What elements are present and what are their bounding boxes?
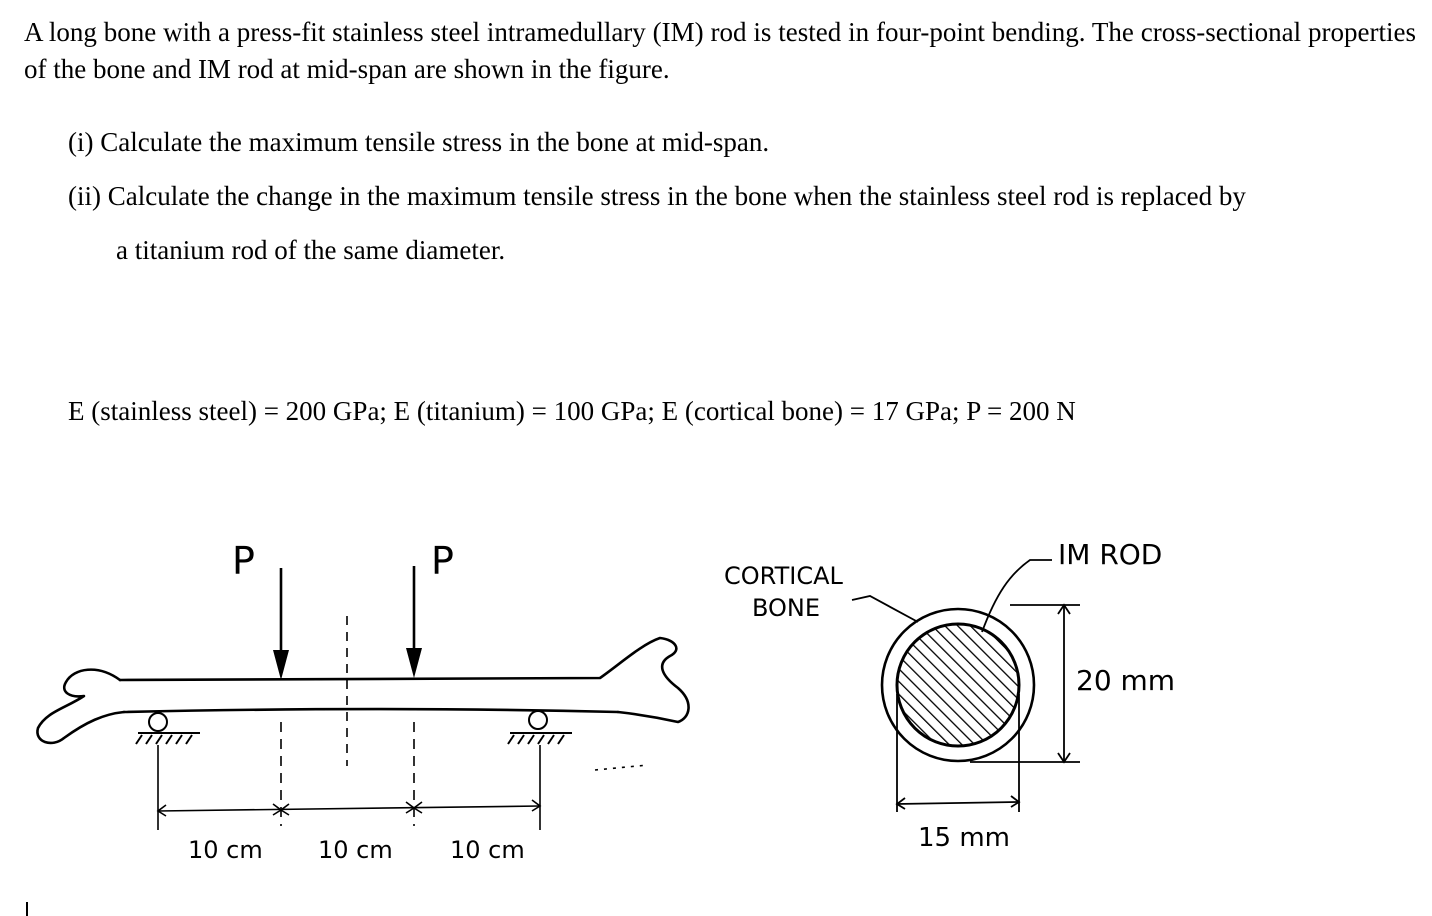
span-dimension-lines [158, 722, 648, 830]
load-label-right: P [431, 539, 454, 583]
load-arrow-right [406, 566, 422, 678]
support-right-roller [508, 711, 572, 744]
cross-section [882, 609, 1034, 761]
load-label-left: P [232, 539, 255, 583]
question-part-ii-line1: (ii) Calculate the change in the maximum tensile stress in the bone when the stainless steel rod is replaced by [68, 181, 1246, 211]
im-rod-hatched-area [890, 617, 1026, 753]
support-left-roller [136, 713, 200, 744]
cortical-bone-label-line2: BONE [752, 594, 821, 622]
material-properties: E (stainless steel) = 200 GPa; E (titanium) = 100 GPa; E (cortical bone) = 17 GPa; P = 200 N [68, 396, 1076, 426]
leader-lines [852, 560, 1052, 632]
long-bone-outline [37, 638, 688, 743]
question-part-i: (i) Calculate the maximum tensile stress in the bone at mid-span. [68, 127, 770, 157]
inner-diameter-label: 15 mm [918, 823, 1011, 853]
cortical-bone-label-line1: CORTICAL [724, 562, 843, 590]
im-rod-label: IM ROD [1058, 538, 1163, 571]
outer-diameter-label: 20 mm [1076, 664, 1176, 697]
text-cursor [26, 902, 28, 916]
span-label-3: 10 cm [450, 836, 525, 864]
span-label-2: 10 cm [318, 836, 393, 864]
span-label-1: 10 cm [188, 836, 263, 864]
question-part-ii-line2: a titanium rod of the same diameter. [116, 235, 506, 265]
problem-intro: A long bone with a press-fit stainless steel intramedullary (IM) rod is tested in four-point bending. The cross-sectional properties of the bone and IM rod at mid-span are shown in the figure. [24, 17, 1416, 84]
load-arrow-left [273, 568, 289, 680]
